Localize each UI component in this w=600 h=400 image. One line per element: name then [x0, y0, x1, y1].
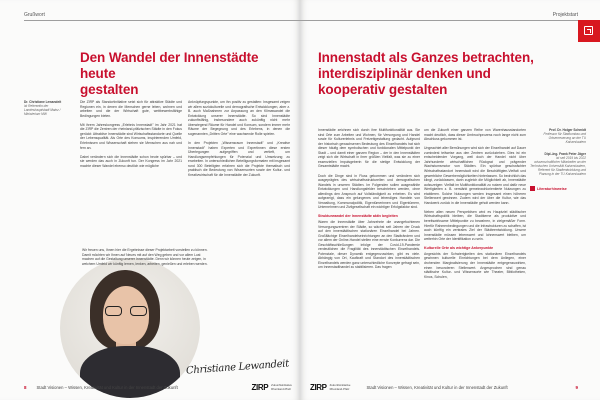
text-column-2: Anknüpfungspunkte, um ihn positiv zu gestalten: Insgesamt zeigen wir allem soziokulturelle und demografische Entwicklungen, aber z. B. auch Maßnahmen zur Anpassung an den Klimawandel die Entwicklung unserer Innenstädte. So sind Innenstädte zukunftsfähig, insbesondere auch zukünftig nicht mehr überwiegend Räume für Handel und Konsum, sondern immer mehr Räume der Begegnung und des Erlebens, in denen die sogenannten „Dritten Orte" eine wachsende Rolle spielen. In den Projekten „Wissensraum Innenstadt" und „Kreative Innenstadt" haben Experten und Expertinnen diese ersten Überlegungen aufgegriffen und vertieft, um Handlungsempfehlungen für Potenzial und Umsetzung zu erarbeiten. In unterschiedlichen Beteiligungsformaten mit insgesamt rund 300 Beteiligten erfahren sich die Projekte thematisch und praktisch die Bedeutung von Wissensorten sowie der Kultur- und Kreativwirtschaft für die Innenstädte der Zukunft. [188, 100, 290, 177]
author-byline: Dr. Christiane Lewandeit ist Referentin der Landeshauptstadt Mainz / Ministerium MW [24, 100, 62, 116]
external-link-icon [578, 20, 600, 42]
footer-title: Stadt Visionen – Wissen, Kreativität und Kultur in der Innenstadt der Zukunft [366, 385, 508, 390]
zirp-logo: ZIRP Zukunftsinitiative Rheinland-Pfalz [310, 383, 351, 392]
right-page [300, 0, 600, 400]
page-footer [310, 383, 578, 392]
section-label: Projektstart [552, 12, 578, 18]
author-note-1: Prof. Dr. Holger Schmidt Professor für Stadtumbau und Ortserneuerung an der TU Kaiserslautern [543, 128, 586, 144]
subheading: Strukturwandel der Innenstädte aktiv begleiten [318, 214, 398, 219]
zirp-logo: ZIRP Zukunftsinitiative Rheinland-Pfalz [251, 383, 292, 392]
literature-link[interactable]: Literaturhinweise [530, 186, 567, 191]
top-rule [300, 20, 578, 21]
page-number: 9 [575, 385, 578, 390]
page-title: Den Wandel der Innenstädte heute gestalten [80, 50, 259, 97]
top-rule [24, 20, 300, 21]
page-footer [24, 383, 292, 392]
closing-quote: Wir freuen uns, Ihnen hier die Ergebnisse dieser Projektarbeit vorstellen zu können. Damit möchten wir Ihnen auf Neues mit auf den Weg geben und vor allem Lust machen auf die Gestaltung unserer Innenstädte. Denn wir können heute zeigen, in welchem Umfeld wir künftig lernen, lenken, arbeiten, genießen und erleben werden. [82, 248, 208, 266]
signature: Christiane Lewandeit [185, 358, 290, 377]
book-icon [530, 186, 535, 191]
author-portrait [60, 258, 200, 398]
page-title: Innenstadt als Ganzes betrachten, interdisziplinär denken und kooperativ gestalten [318, 50, 534, 97]
section-label: Grußwort [24, 12, 45, 18]
text-column-1: Innenstädte zeichnen sich durch ihre Multifunktionalität aus. Sie sind Orte zum Arbeiten und Wohnen, für Versorgung und Handel sowie für Kulturerlebnis und Freizeitgestaltung gedacht. Aufgrund der historisch gewachsenen Bedeutung des Einzelhandels hat sich dieser häufig dem symbolischen und funktionalen Mittelpunkt der Stadt – und damit einer ganzen Region – der in den Innenstädten zeigt sich die Wirtschaft in ihrer größten Vielfalt, was sie zu einer essenziellen Impulsgeberin für die stetige Entwicklung der Gesamtstädte macht. Doch die Dinge sind in Fluss gekommen und verändern sich ausgeprägtes des wirtschaftsstrukturellen und demografischen Wandels in unseren Städten. Im Folgenden sollen ausgewählte Entwicklungen und Handlungsfelder beschrieben werden, ohne allerdings den Anspruch auf Vollständigkeit zu erheben. Es wird aufgezeigt, dass ein gelungenes und lebendiges Handeln von Verwaltung, Kommunalpolitik, Eigentümerinnen und Eigentümern, Unternehmen und Zivilgesellschaft ein wichtiger Erfolgsfaktor sind. Strukturwandel der Innenstädte aktiv begleiten Waren die Innenstädte über Jahrzehnte die unangefochtenen Versorgungszentren der Städte, so wächst seit Jahren der Druck auf den innerstädtischen stationären Einzelhandel bei Jahren. Großflächige Einzelhandelseinrichtungen an den Stadträndern und vor allem der Online-Handel stellen eine ernste Konkurrenz dar. Die Geschäftsschließungen infolge der Covid-19-Pandemie verdeutlichen die Fragilität des innerstädtischen Einzelhandels. Potenziale, dieser Dynamik entgegenzuwirken, gibt es viele. Abhängig von Ort, Kaufkraft und Standort des innerstädtischen Einzelhandels werden ganz unterschiedliche Konzepte gefragt sein, um Innenstadthandel zu stabilisieren. Das fragen [318, 128, 420, 270]
subheading: Kulturelle Orte als wichtige Ankerpunkte [424, 246, 494, 251]
author-note-2: Dipl.-Ing. Frank Peter Jäger ist seit 2019 bis 2022 wissenschaftlicher Mitarbeiter an der Technischen Universität Kaiserslautern, Referent für Stadtentwicklung und Planung in der TU Kaiserslautern [530, 152, 586, 176]
footer-title: Stadt Visionen – Wissen, Kreativität und Kultur in der Innenstadt der Zukunft [36, 385, 178, 390]
text-column-2: um die Zukunft einer ganzen Reihe von Warenhausstandorten macht deutlich, dass dieser Umbruchprozess noch lange nicht zum Abschluss gekommen ist. Ungeachtet aller Bemühungen wird sich der Einzelhandel auf Dauer zumindest teilweise aus den Zentren zurückziehen. Dies ist ein entscheidender Vorgang, weil doch der Handel nicht über Jahrhunderte wirtschaftlichen Rückgrat und prägender Wachstumsmotor von Städten. Ein spürbar geschwächter Wirtschaftsstandort Innenstadt wird die Beschäftigten-Vielfalt und gewerbliche Gewerbemöglichkeiten hinterlassen. So bedrohlich das klingt, zurücklassen, darin zugleich die Möglichkeit ab, Innenstädte aufzuzeigen: Vielfalt im Multifunktionalität zu nutzen und dafür neue Wertigkeiten z. B. verstärkt gemeinwohlorientierte Nutzungen zu etablieren. Solche Nutzungen werden insgesamt einen höheren Stellenwert gewinnen. Zudem wird der über die Kultur, wie das Handwerk zurück in die Innenstädte geholt werden kann. Neben allen neuen Perspektiven wird es Hauptziel städtischer Wirtschaftspolitik bleiben, die Stadtkerne als produktive und bereitswirksame Mittelpunkte zu bewahren, in zielgemäßer Form. Hierfür Rahmenbedingungen und die Infrastrukturen zu schaffen, ist auch künftig ein zentrales Ziel der Städteentwicklung. Unsere Innenstädte müssen lebenswert und lohnenswert bleiben, um weiterhin Orte der Identifikation zu sein. Kulturelle Orte als wichtige Ankerpunkte Angesichts der Schwierigkeiten des stationären Einzelhandels gewinnen kulturelle Einrichtungen bei dem Anliegen, einer drohenden Marginalisierung der Innenstädte entgegenzuwirken, einen besonderen Stellenwert. Angesprochen sind genau städtische Kultur- und Wissensorte wie Theater, Bibliotheken, Kinos, Schulen, [424, 128, 526, 279]
page-number: 8 [24, 385, 27, 390]
text-column-1: Die ZIRP als Standortinitiative setzt sich für attraktive Städte und Regionen ein, in denen die Menschen gerne leben, wohnen und arbeiten und die der Wirtschaft gute, wettbewerbsfähige Bedingungen bieten. Mit ihrem Jahreskongress „Erlebnis Innenstadt" im Jahr 2021 hat die ZIRP die Zentren der rheinland-pfälzischen Städte in den Fokus gerückt: Attraktive Innenstädte sind Wirtschaftsstandorte und Quelle der Lebensqualität. Als Orte des Konsums, inspirierenden Umfeld, Erlebnissen und Wissenschaft stehen sie Menschen aus nah und fern an. Dabei verändern sich die Innenstädte schon heute spürbar – und sie werden das auch in Zukunft tun. Der Kongress im Jahr 2021 machte dieser Wandel ebenso deutlich wie mögliche [80, 100, 182, 168]
